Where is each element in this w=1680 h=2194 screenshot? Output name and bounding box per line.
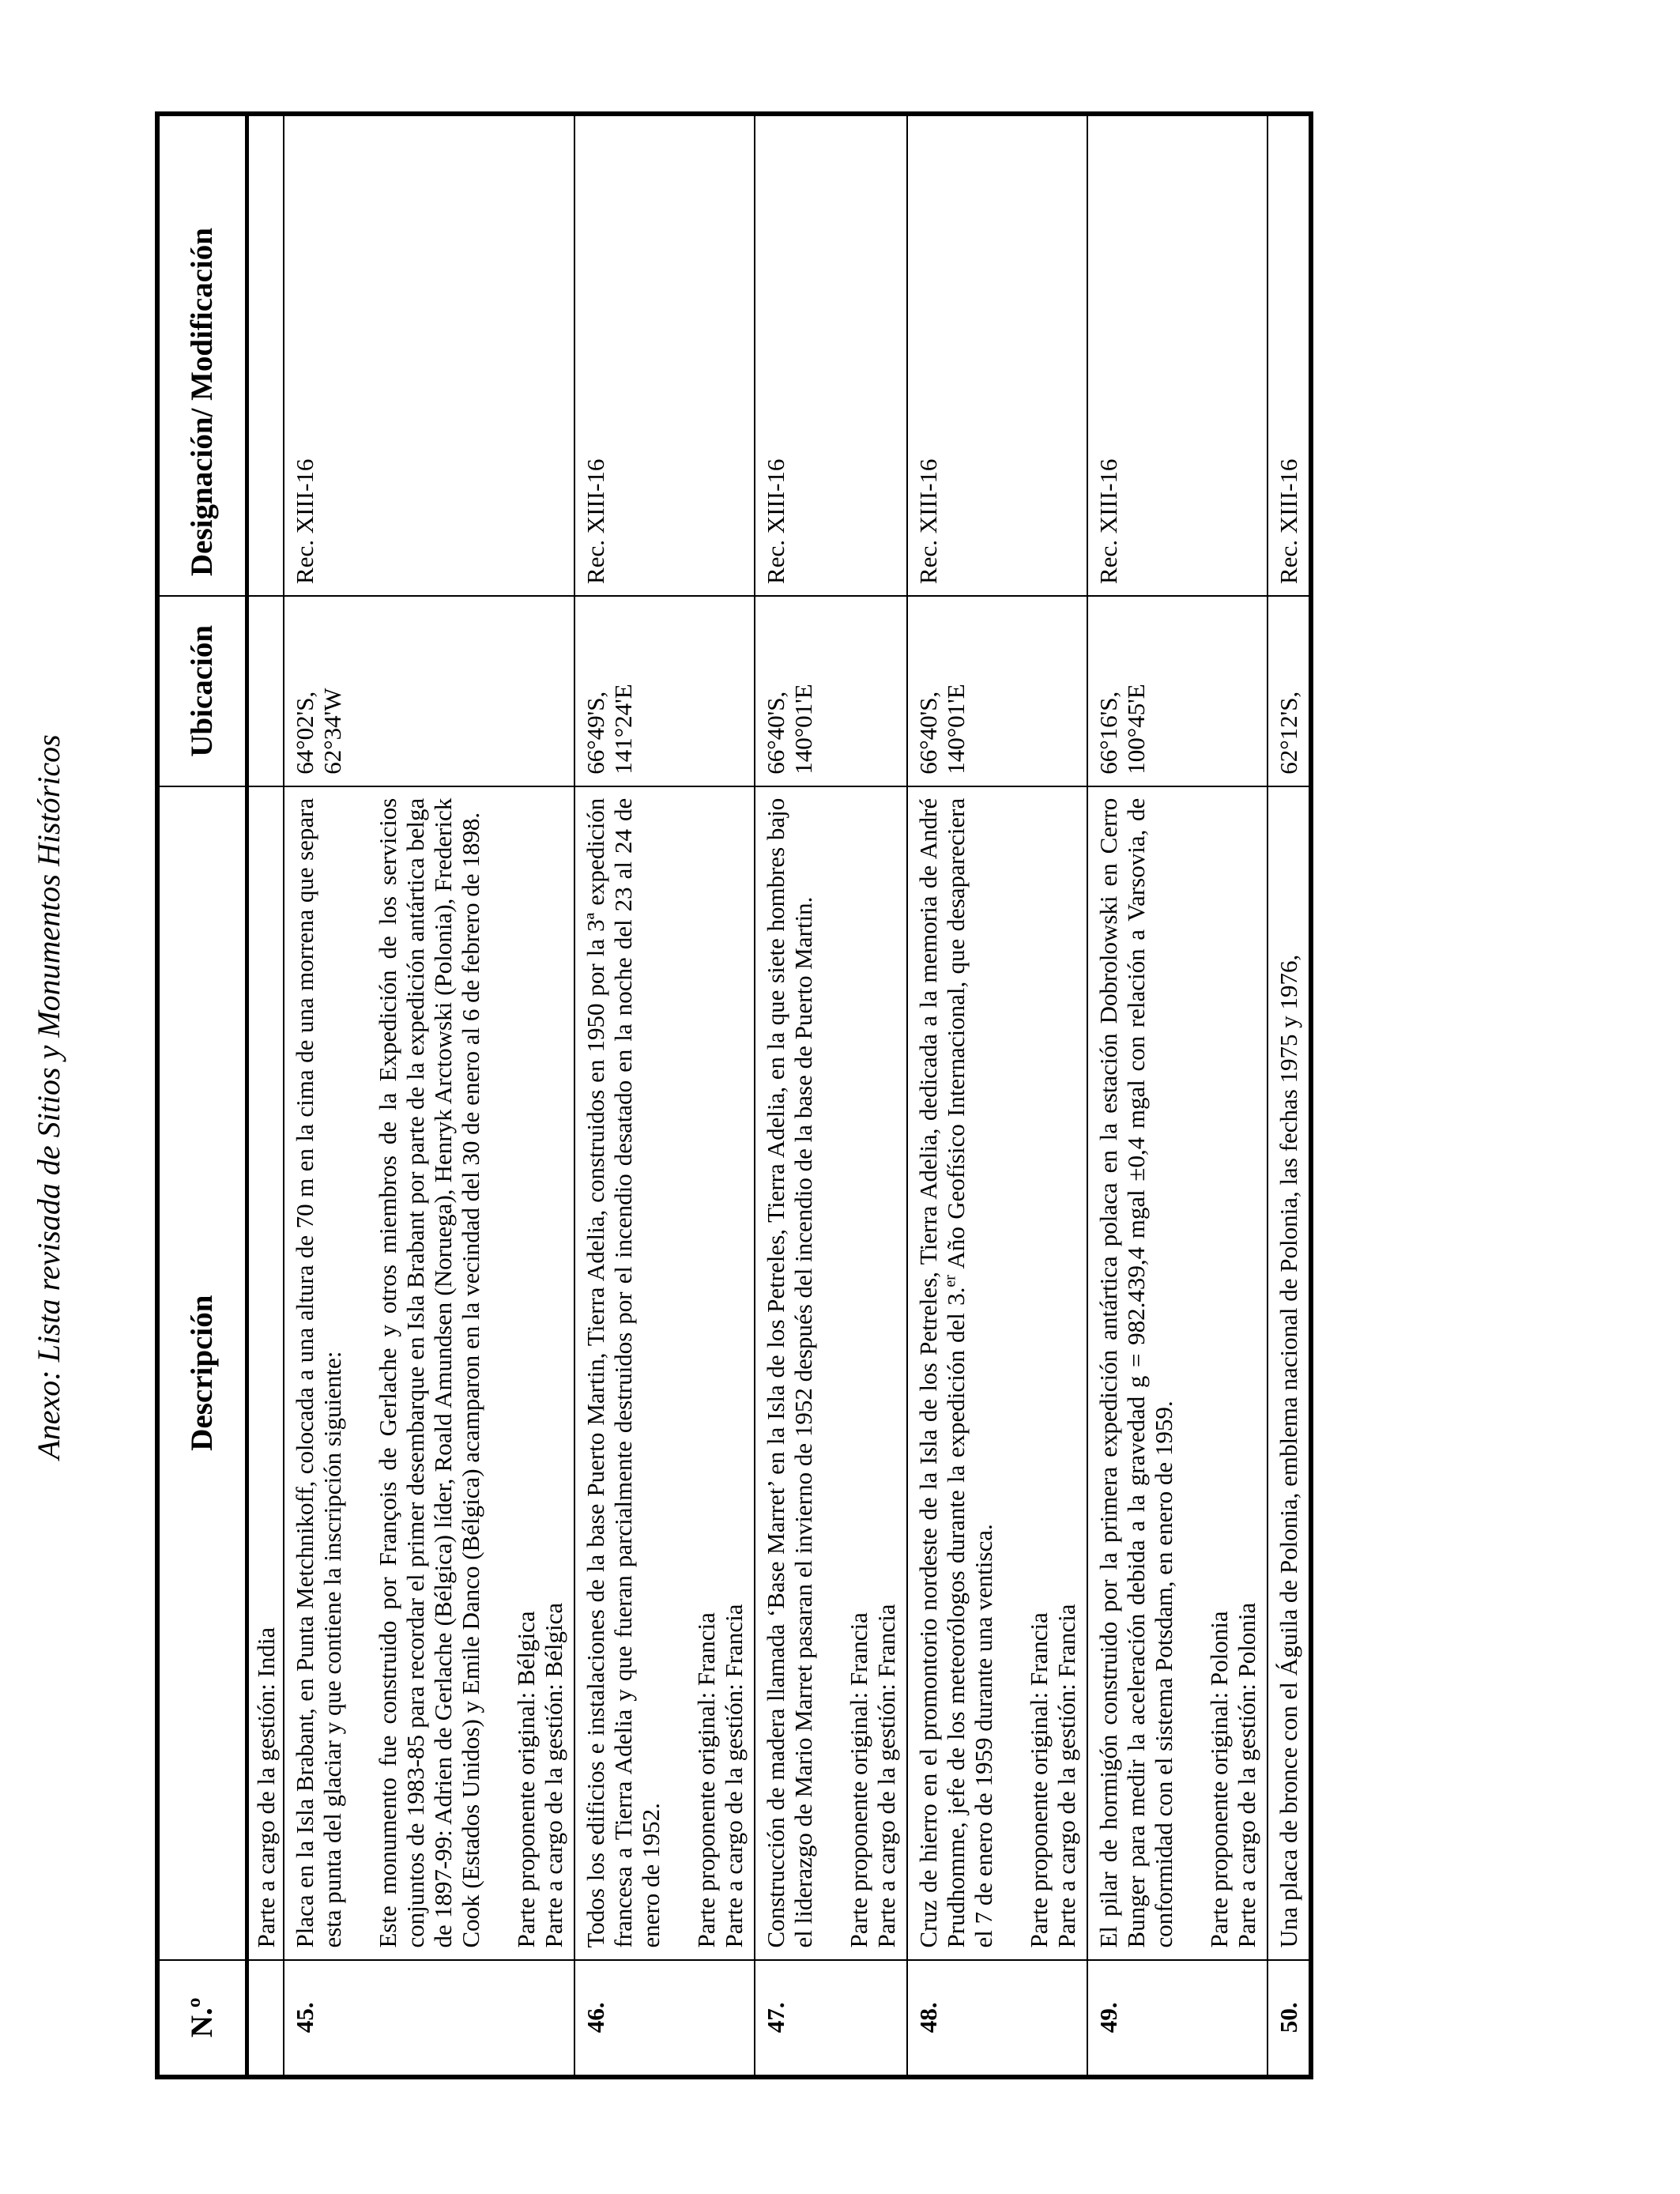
description-part-b: Año Geofísico Internacional, que desapareciera el 7 de enero de 1959 durante una ventisca. [942, 797, 997, 1948]
cell-location [574, 596, 755, 786]
row-number: 45. [284, 1960, 574, 2077]
longitude: 140°01'E [942, 684, 970, 775]
col-header-description: Descripción [157, 786, 247, 1960]
table-row [574, 114, 755, 2077]
col-header-num: N.º [157, 1960, 247, 2077]
ordinal-suffix: er [941, 1275, 959, 1287]
cell-designation: Rec. XIII-16 [1268, 114, 1311, 596]
description-part-a: Cruz de hierro en el promontorio nordeste de la Isla de los Petreles, Tierra Adelia, dedicada a la memoria de André Prudhomme, jefe de los meteorólogos durante la expedición del 3. [914, 797, 970, 1948]
cell-num [247, 1960, 284, 2077]
row-number: 47. [755, 1960, 907, 2077]
row-number: 49. [1087, 1960, 1268, 2077]
description-text: Construcción de madera llamada ‘Base Marret’ en la Isla de los Petreles, Tierra Adelia, en la que siete hombres bajo el liderazgo de Mario Marret pasaran el invierno de 1952 después del incendio de la base de Puerto Martin. [762, 797, 817, 1948]
header-row [157, 114, 247, 2077]
proponent-text: Parte proponente original: Polonia [1205, 1611, 1233, 1948]
latitude: 66°40'S, [914, 691, 942, 775]
cell-designation: Rec. XIII-16 [284, 114, 574, 596]
longitude: 62°34'W [318, 688, 346, 775]
cell-designation: Rec. XIII-16 [574, 114, 755, 596]
latitude: 66°40'S, [762, 691, 789, 775]
cell-designation: Rec. XIII-16 [907, 114, 1087, 596]
table-row [907, 114, 1087, 2077]
cell-location [755, 596, 907, 786]
cell-description [755, 786, 907, 1960]
row-number: 46. [574, 1960, 755, 2077]
longitude: 100°45'E [1122, 684, 1150, 775]
cell-location [1087, 596, 1268, 786]
manager-text: Parte a cargo de la gestión: Francia [720, 1604, 748, 1948]
cell-designation: Rec. XIII-16 [1087, 114, 1268, 596]
latitude: 66°49'S, [582, 691, 609, 775]
col-header-designation: Designación/ Modificación [157, 114, 247, 596]
table-row [755, 114, 907, 2077]
proponent-text: Parte proponente original: Francia [692, 1612, 720, 1948]
cell-description [284, 786, 574, 1960]
description-text: El pilar de hormigón construido por la primera expedición antártica polaca en la estación Dobrolowski en Cerro Bunger para medir la aceleración debida a la gravedad g = 982.439,4 mgal ±0,4 mgal con relación a Varsovia, de conformidad con el sistema Potsdam, en enero de 1959. [1094, 797, 1177, 1948]
description-text [914, 798, 997, 1948]
proponent-text: Parte proponente original: Francia [1025, 1612, 1053, 1948]
cell-description [1087, 786, 1268, 1960]
table-row-continuation [247, 114, 284, 2077]
row-number: 50. [1268, 1960, 1311, 2077]
cell-location [247, 596, 284, 786]
cell-designation [247, 114, 284, 596]
manager-text: Parte a cargo de la gestión: Bélgica [540, 1602, 567, 1948]
proponent-text: Parte proponente original: Bélgica [512, 1611, 540, 1948]
latitude: 64°02'S, [291, 691, 318, 775]
manager-text: Parte a cargo de la gestión: India [252, 1627, 280, 1948]
description-text: Una placa de bronce con el Águila de Polonia, emblema nacional de Polonia, las fechas 1975 y 1976, [1275, 954, 1302, 1948]
description-text: Todos los edificios e instalaciones de la base Puerto Martin, Tierra Adelia, construidos en 1950 por la 3ª expedición francesa a Tierra Adelia y que fueran parcialmente destruidos por el incendio desatado en la noche del 23 al 24 de enero de 1952. [582, 797, 665, 1948]
cell-description [247, 786, 284, 1960]
inscription-text: Este monumento fue construido por François de Gerlache y otros miembros de la Expedición de los servicios conjuntos de 1983-85 para recordar el primer desembarque en Isla Brabant por parte de la expedición antártica belga de 1897-99: Adrien de Gerlache (Bélgica) líder, Roald Amundsen (Noruega), Henryk Arctowski (Polonia), Frederick Cook (Estados Unidos) y Emile Danco (Bélgica) acamparon en la vecindad del 30 de enero al 6 de febrero de 1898. [374, 797, 484, 1948]
cell-location [907, 596, 1087, 786]
longitude: 140°01'E [789, 684, 817, 775]
table-row [1268, 114, 1311, 2077]
proponent-text: Parte proponente original: Francia [845, 1612, 872, 1948]
longitude: 141°24'E [609, 684, 637, 775]
row-number: 48. [907, 1960, 1087, 2077]
cell-location [284, 596, 574, 786]
cell-description [1268, 786, 1311, 1960]
manager-text: Parte a cargo de la gestión: Francia [1053, 1604, 1080, 1948]
col-header-location: Ubicación [157, 596, 247, 786]
page-header: Anexo: Lista revisada de Sitios y Monumentos Históricos [31, 734, 66, 1460]
cell-designation: Rec. XIII-16 [755, 114, 907, 596]
historic-sites-table [155, 111, 1313, 2079]
manager-text: Parte a cargo de la gestión: Polonia [1233, 1602, 1260, 1948]
latitude: 62°12'S, [1275, 691, 1302, 775]
cell-location [1268, 596, 1311, 786]
latitude: 66°16'S, [1094, 691, 1122, 775]
table-row [284, 114, 574, 2077]
table-row [1087, 114, 1268, 2077]
manager-text: Parte a cargo de la gestión: Francia [872, 1604, 900, 1948]
description-text: Placa en la Isla Brabant, en Punta Metchnikoff, colocada a una altura de 70 m en la cima de una morrena que separa esta punta del glaciar y que contiene la inscripción siguiente: [291, 797, 346, 1948]
cell-description [907, 786, 1087, 1960]
cell-description [574, 786, 755, 1960]
